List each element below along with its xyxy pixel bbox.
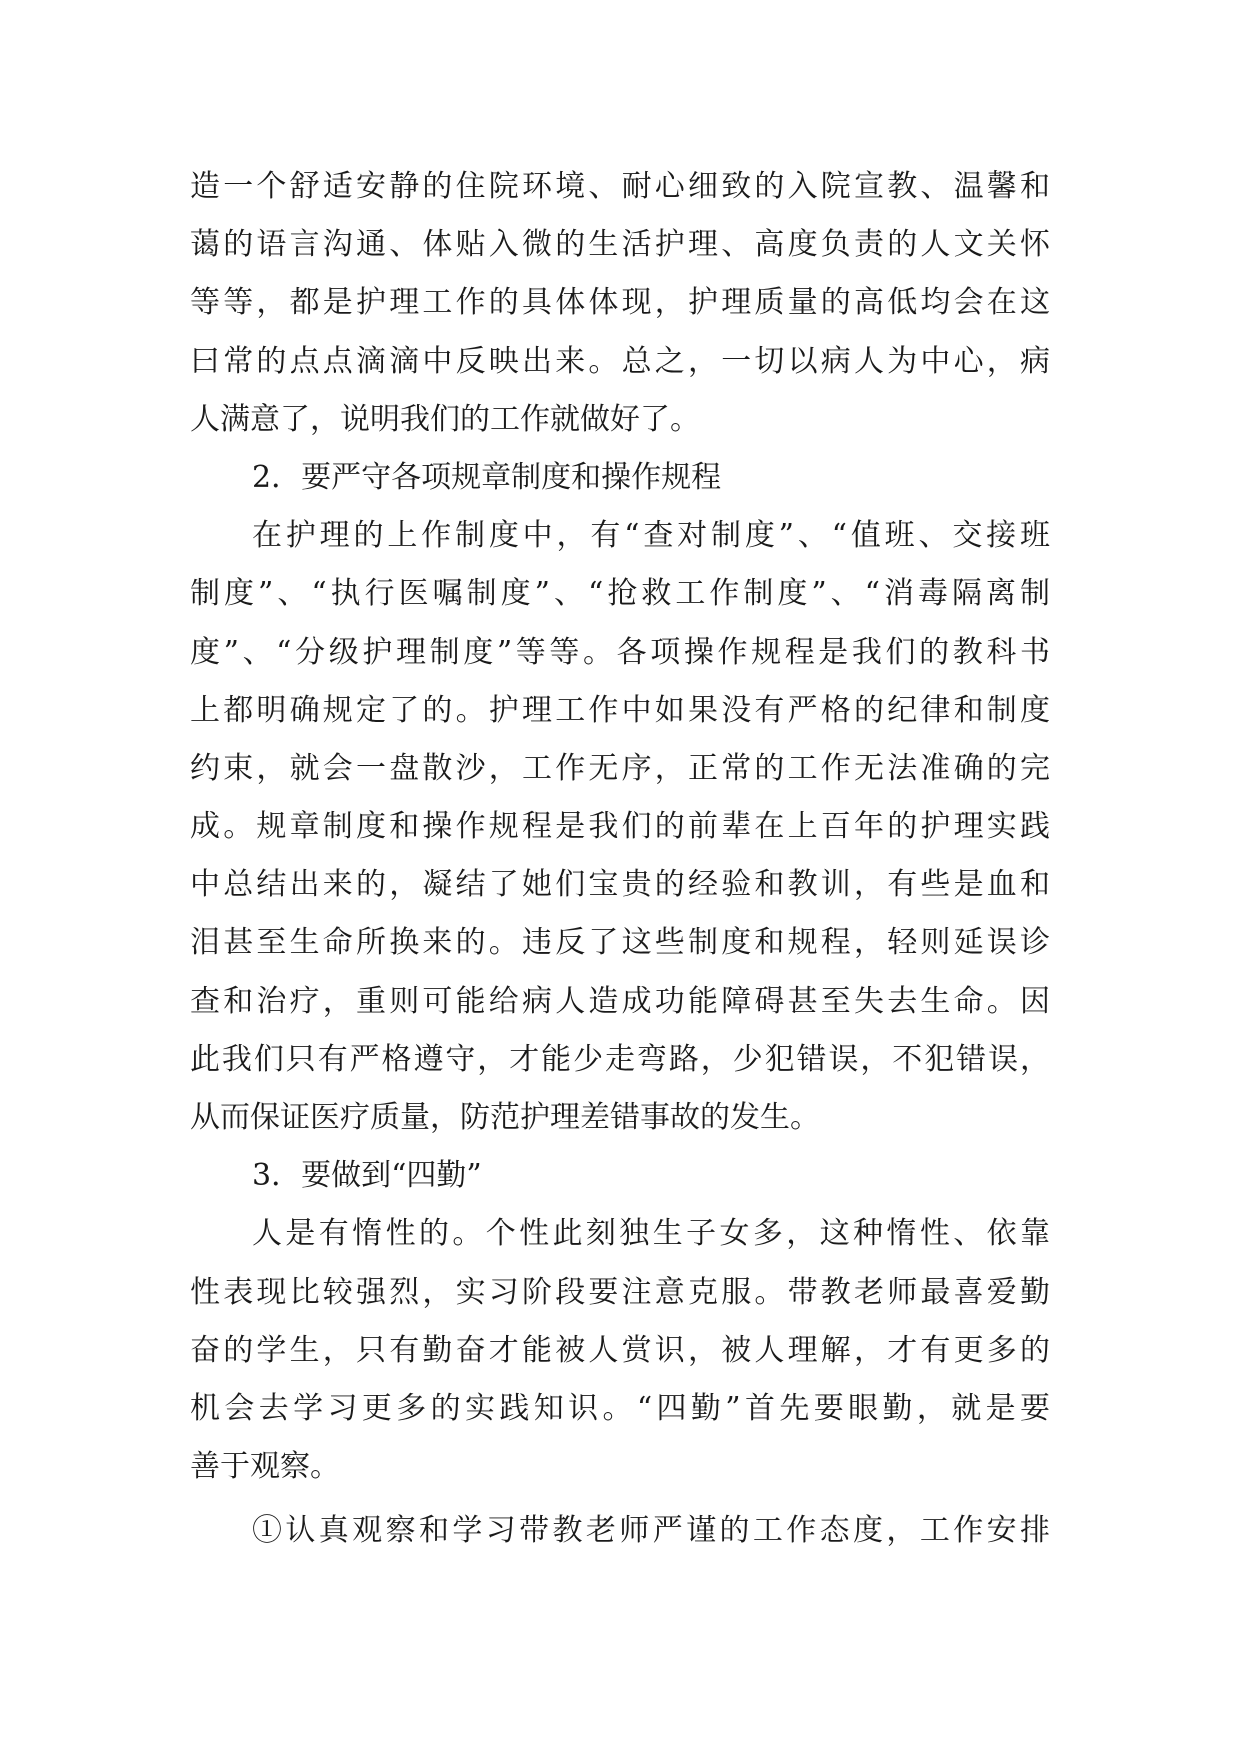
text-line: 等等，都是护理工作的具体体现，护理质量的高低均会在这 <box>190 285 1050 321</box>
text-line: 人是有惰性的。个性此刻独生子女多，这种惰性、依靠 <box>252 1216 1050 1252</box>
text-line: 度”、“分级护理制度”等等。各项操作规程是我们的教科书 <box>190 634 1050 670</box>
text-line: 在护理的上作制度中，有“查对制度”、“值班、交接班 <box>252 518 1050 554</box>
text-line: 善于观察。 <box>190 1449 340 1485</box>
text-line: 此我们只有严格遵守，才能少走弯路，少犯错误，不犯错误， <box>190 1041 1050 1077</box>
text-line: 从而保证医疗质量，防范护理差错事故的发生。 <box>190 1100 820 1135</box>
text-line: 蔼的语言沟通、体贴入微的生活护理、高度负责的人文关怀 <box>190 227 1050 263</box>
text-line: 查和治疗，重则可能给病人造成功能障碍甚至失去生命。因 <box>190 983 1050 1019</box>
text-line: ①认真观察和学习带教老师严谨的工作态度，工作安排 <box>252 1513 1050 1549</box>
text-line: 机会去学习更多的实践知识。“四勤”首先要眼勤，就是要 <box>190 1390 1050 1426</box>
text-line: 成。规章制度和操作规程是我们的前辈在上百年的护理实践 <box>190 809 1050 845</box>
text-line: 人满意了，说明我们的工作就做好了。 <box>190 401 700 437</box>
text-line: 奋的学生，只有勤奋才能被人赏识，被人理解，才有更多的 <box>190 1332 1050 1368</box>
text-line: 曰常的点点滴滴中反映出来。总之，一切以病人为中心，病 <box>190 343 1050 379</box>
text-line: 泪甚至生命所换来的。违反了这些制度和规程，轻则延误诊 <box>190 925 1050 961</box>
text-line: 约束，就会一盘散沙，工作无序，正常的工作无法准确的完 <box>190 750 1050 786</box>
text-line: 造一个舒适安静的住院环境、耐心细致的入院宣教、温馨和 <box>190 169 1050 204</box>
text-line: 性表现比较强烈，实习阶段要注意克服。带教老师最喜爱勤 <box>190 1274 1050 1310</box>
text-line: 制度”、“执行医嘱制度”、“抢救工作制度”、“消毒隔离制 <box>190 576 1050 612</box>
section-heading: 2．要严守各项规章制度和操作规程 <box>252 459 722 495</box>
document-body <box>190 158 1050 1561</box>
section-heading: 3．要做到“四勤” <box>252 1158 482 1194</box>
text-line: 上都明确规定了的。护理工作中如果没有严格的纪律和制度 <box>190 692 1050 728</box>
text-line: 中总结出来的，凝结了她们宝贵的经验和教训，有些是血和 <box>190 867 1050 903</box>
